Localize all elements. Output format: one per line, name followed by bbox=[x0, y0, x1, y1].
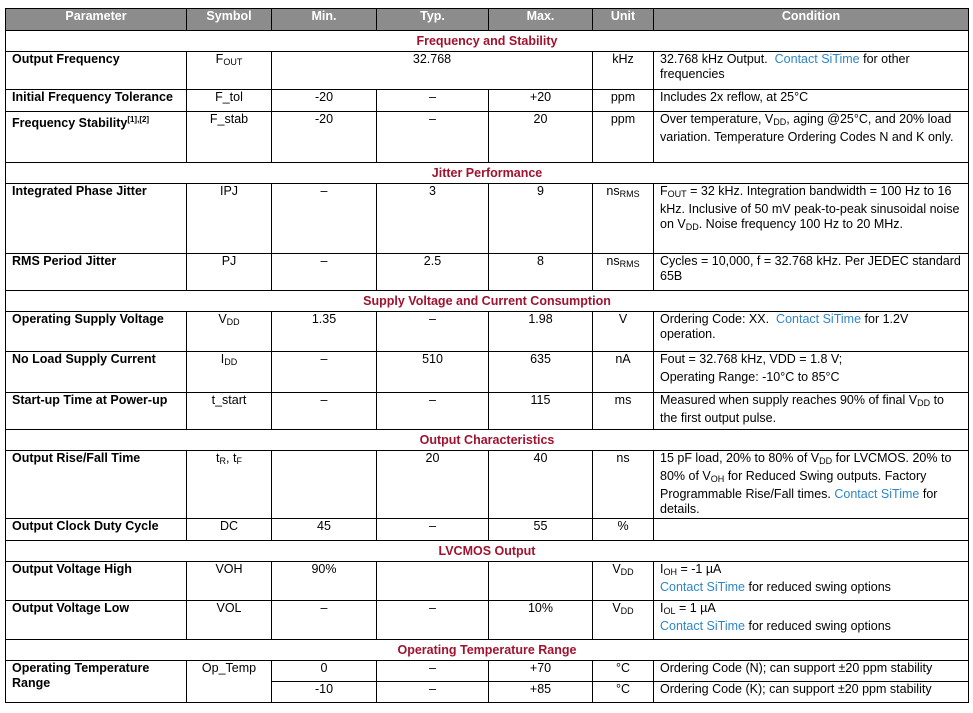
table-row bbox=[6, 562, 969, 601]
condition-cell: $I_{OL} = 1$ µA Contact SiTime for reduced swing options bbox=[654, 601, 969, 640]
footnote-ref: [1],[2] bbox=[127, 115, 150, 124]
contact-sitime-link[interactable]: Contact SiTime bbox=[660, 619, 745, 633]
table-row bbox=[6, 519, 969, 541]
symbol-cell: VOH bbox=[187, 562, 272, 601]
param-startup-time: Start-up Time at Power-up bbox=[6, 393, 187, 430]
param-output-voltage-low: Output Voltage Low bbox=[6, 601, 187, 640]
min-value bbox=[272, 451, 377, 519]
unit-cell: $ns_{RMS}$ bbox=[593, 184, 654, 254]
unit-cell: °C bbox=[593, 661, 654, 682]
param-operating-supply-voltage: Operating Supply Voltage bbox=[6, 312, 187, 352]
min-value: 45 bbox=[272, 519, 377, 541]
section-lvcmos-output: LVCMOS Output bbox=[6, 541, 969, 562]
typ-value: – bbox=[377, 661, 489, 682]
table-row bbox=[6, 312, 969, 352]
unit-cell: V bbox=[593, 312, 654, 352]
contact-sitime-link[interactable]: Contact SiTime bbox=[660, 580, 745, 594]
unit-cell: $V_{DD}$ bbox=[593, 601, 654, 640]
condition-cell: Includes 2x reflow, at 25°C bbox=[654, 90, 969, 112]
min-value: – bbox=[272, 601, 377, 640]
section-supply-voltage-current: Supply Voltage and Current Consumption bbox=[6, 291, 969, 312]
table-row bbox=[6, 601, 969, 640]
table-row bbox=[6, 184, 969, 254]
typ-value: – bbox=[377, 312, 489, 352]
unit-cell: $ns_{RMS}$ bbox=[593, 254, 654, 291]
symbol-cell: F_tol bbox=[187, 90, 272, 112]
max-value: 20 bbox=[489, 112, 593, 163]
condition-cell: Measured when supply reaches 90% of final $V_{DD}$ to the first output pulse. bbox=[654, 393, 969, 430]
param-initial-frequency-tolerance: Initial Frequency Tolerance bbox=[6, 90, 187, 112]
symbol-cell: IPJ bbox=[187, 184, 272, 254]
param-output-clock-duty-cycle: Output Clock Duty Cycle bbox=[6, 519, 187, 541]
symbol-cell: $t_R$, $t_F$ bbox=[187, 451, 272, 519]
condition-cell: Ordering Code: XX. Contact SiTime for 1.2V operation. bbox=[654, 312, 969, 352]
table-row bbox=[6, 112, 969, 163]
contact-sitime-link[interactable]: Contact SiTime bbox=[774, 52, 860, 66]
min-value: – bbox=[272, 184, 377, 254]
max-value: 635 bbox=[489, 352, 593, 393]
condition-cell bbox=[654, 519, 969, 541]
symbol-cell: Op_Temp bbox=[187, 661, 272, 703]
symbol-cell: DC bbox=[187, 519, 272, 541]
min-value: – bbox=[272, 393, 377, 430]
max-value: 10% bbox=[489, 601, 593, 640]
param-output-voltage-high: Output Voltage High bbox=[6, 562, 187, 601]
table-row bbox=[6, 52, 969, 90]
condition-cell: $F_{OUT} = 32$ kHz. Integration bandwidth = 100 Hz to 16 kHz. Inclusive of 50 mV peak-to-peak sinusoidal noise on $V_{DD}$. Noise frequency 100 Hz to 20 MHz. bbox=[654, 184, 969, 254]
contact-sitime-link[interactable]: Contact SiTime bbox=[834, 487, 920, 501]
header-condition: Condition bbox=[654, 9, 969, 31]
condition-cell: Cycles = 10,000, f = 32.768 kHz. Per JEDEC standard 65B bbox=[654, 254, 969, 291]
param-operating-temperature-range: Operating Temperature Range bbox=[6, 661, 187, 703]
typ-value: 3 bbox=[377, 184, 489, 254]
max-value: 115 bbox=[489, 393, 593, 430]
table-row bbox=[6, 451, 969, 519]
unit-cell: ms bbox=[593, 393, 654, 430]
typ-value: – bbox=[377, 112, 489, 163]
max-value: +70 bbox=[489, 661, 593, 682]
condition-cell: 32.768 kHz Output. Contact SiTime for other frequencies bbox=[654, 52, 969, 90]
table-row bbox=[6, 90, 969, 112]
max-value bbox=[489, 562, 593, 601]
typ-value: – bbox=[377, 601, 489, 640]
unit-cell: nA bbox=[593, 352, 654, 393]
unit-cell: °C bbox=[593, 682, 654, 703]
section-frequency-stability: Frequency and Stability bbox=[6, 31, 969, 52]
section-operating-temperature: Operating Temperature Range bbox=[6, 640, 969, 661]
typ-value: 2.5 bbox=[377, 254, 489, 291]
max-value: +85 bbox=[489, 682, 593, 703]
symbol-cell: F_stab bbox=[187, 112, 272, 163]
max-value: 9 bbox=[489, 184, 593, 254]
condition-cell: Ordering Code (K); can support ±20 ppm stability bbox=[654, 682, 969, 703]
min-value: -10 bbox=[272, 682, 377, 703]
min-value: 0 bbox=[272, 661, 377, 682]
typ-value: 32.768 bbox=[272, 52, 593, 90]
typ-value: – bbox=[377, 682, 489, 703]
min-value: – bbox=[272, 352, 377, 393]
param-output-frequency: Output Frequency bbox=[6, 52, 187, 90]
table-row bbox=[6, 661, 969, 682]
typ-value: – bbox=[377, 519, 489, 541]
max-value: 55 bbox=[489, 519, 593, 541]
symbol-cell: $V_{DD}$ bbox=[187, 312, 272, 352]
header-unit: Unit bbox=[593, 9, 654, 31]
table-row bbox=[6, 393, 969, 430]
symbol-cell: PJ bbox=[187, 254, 272, 291]
max-value: 40 bbox=[489, 451, 593, 519]
min-value: 90% bbox=[272, 562, 377, 601]
min-value: – bbox=[272, 254, 377, 291]
section-row bbox=[6, 31, 969, 52]
max-value: +20 bbox=[489, 90, 593, 112]
table-row bbox=[6, 254, 969, 291]
table-row bbox=[6, 352, 969, 393]
unit-cell: ppm bbox=[593, 90, 654, 112]
unit-cell: $V_{DD}$ bbox=[593, 562, 654, 601]
header-parameter: Parameter bbox=[6, 9, 187, 31]
unit-cell: ppm bbox=[593, 112, 654, 163]
param-no-load-supply-current: No Load Supply Current bbox=[6, 352, 187, 393]
typ-value: – bbox=[377, 393, 489, 430]
typ-value: 20 bbox=[377, 451, 489, 519]
section-row bbox=[6, 430, 969, 451]
header-max: Max. bbox=[489, 9, 593, 31]
param-output-rise-fall-time: Output Rise/Fall Time bbox=[6, 451, 187, 519]
condition-cell: Ordering Code (N); can support ±20 ppm stability bbox=[654, 661, 969, 682]
typ-value: – bbox=[377, 90, 489, 112]
section-row bbox=[6, 291, 969, 312]
section-row bbox=[6, 163, 969, 184]
param-frequency-stability: Frequency Stability[1],[2] bbox=[6, 112, 187, 163]
header-min: Min. bbox=[272, 9, 377, 31]
header-symbol: Symbol bbox=[187, 9, 272, 31]
param-integrated-phase-jitter: Integrated Phase Jitter bbox=[6, 184, 187, 254]
min-value: -20 bbox=[272, 90, 377, 112]
header-row bbox=[6, 9, 969, 31]
condition-cell: $I_{OH} = -1$ µA Contact SiTime for reduced swing options bbox=[654, 562, 969, 601]
param-rms-period-jitter: RMS Period Jitter bbox=[6, 254, 187, 291]
contact-sitime-link[interactable]: Contact SiTime bbox=[776, 312, 862, 326]
condition-cell: Over temperature, $V_{DD}$, aging @25°C, and 20% load variation. Temperature Ordering Codes N and K only. bbox=[654, 112, 969, 163]
min-value: 1.35 bbox=[272, 312, 377, 352]
section-output-characteristics: Output Characteristics bbox=[6, 430, 969, 451]
symbol-cell: t_start bbox=[187, 393, 272, 430]
typ-value bbox=[377, 562, 489, 601]
symbol-cell: $F_{OUT}$ bbox=[187, 52, 272, 90]
section-jitter-performance: Jitter Performance bbox=[6, 163, 969, 184]
max-value: 1.98 bbox=[489, 312, 593, 352]
symbol-cell: $I_{DD}$ bbox=[187, 352, 272, 393]
max-value: 8 bbox=[489, 254, 593, 291]
spec-table bbox=[5, 8, 969, 703]
unit-cell: kHz bbox=[593, 52, 654, 90]
section-row bbox=[6, 640, 969, 661]
unit-cell: % bbox=[593, 519, 654, 541]
section-row bbox=[6, 541, 969, 562]
header-typ: Typ. bbox=[377, 9, 489, 31]
typ-value: 510 bbox=[377, 352, 489, 393]
condition-cell: 15 pF load, 20% to 80% of $V_{DD}$ for LVCMOS. 20% to 80% of $V_{OH}$ for Reduced Swing outputs. Factory Programmable Rise/Fall times. Contact SiTime for details. bbox=[654, 451, 969, 519]
unit-cell: ns bbox=[593, 451, 654, 519]
symbol-cell: VOL bbox=[187, 601, 272, 640]
condition-cell: Fout = 32.768 kHz, VDD = 1.8 V; Operating Range: -10°C to 85°C bbox=[654, 352, 969, 393]
min-value: -20 bbox=[272, 112, 377, 163]
